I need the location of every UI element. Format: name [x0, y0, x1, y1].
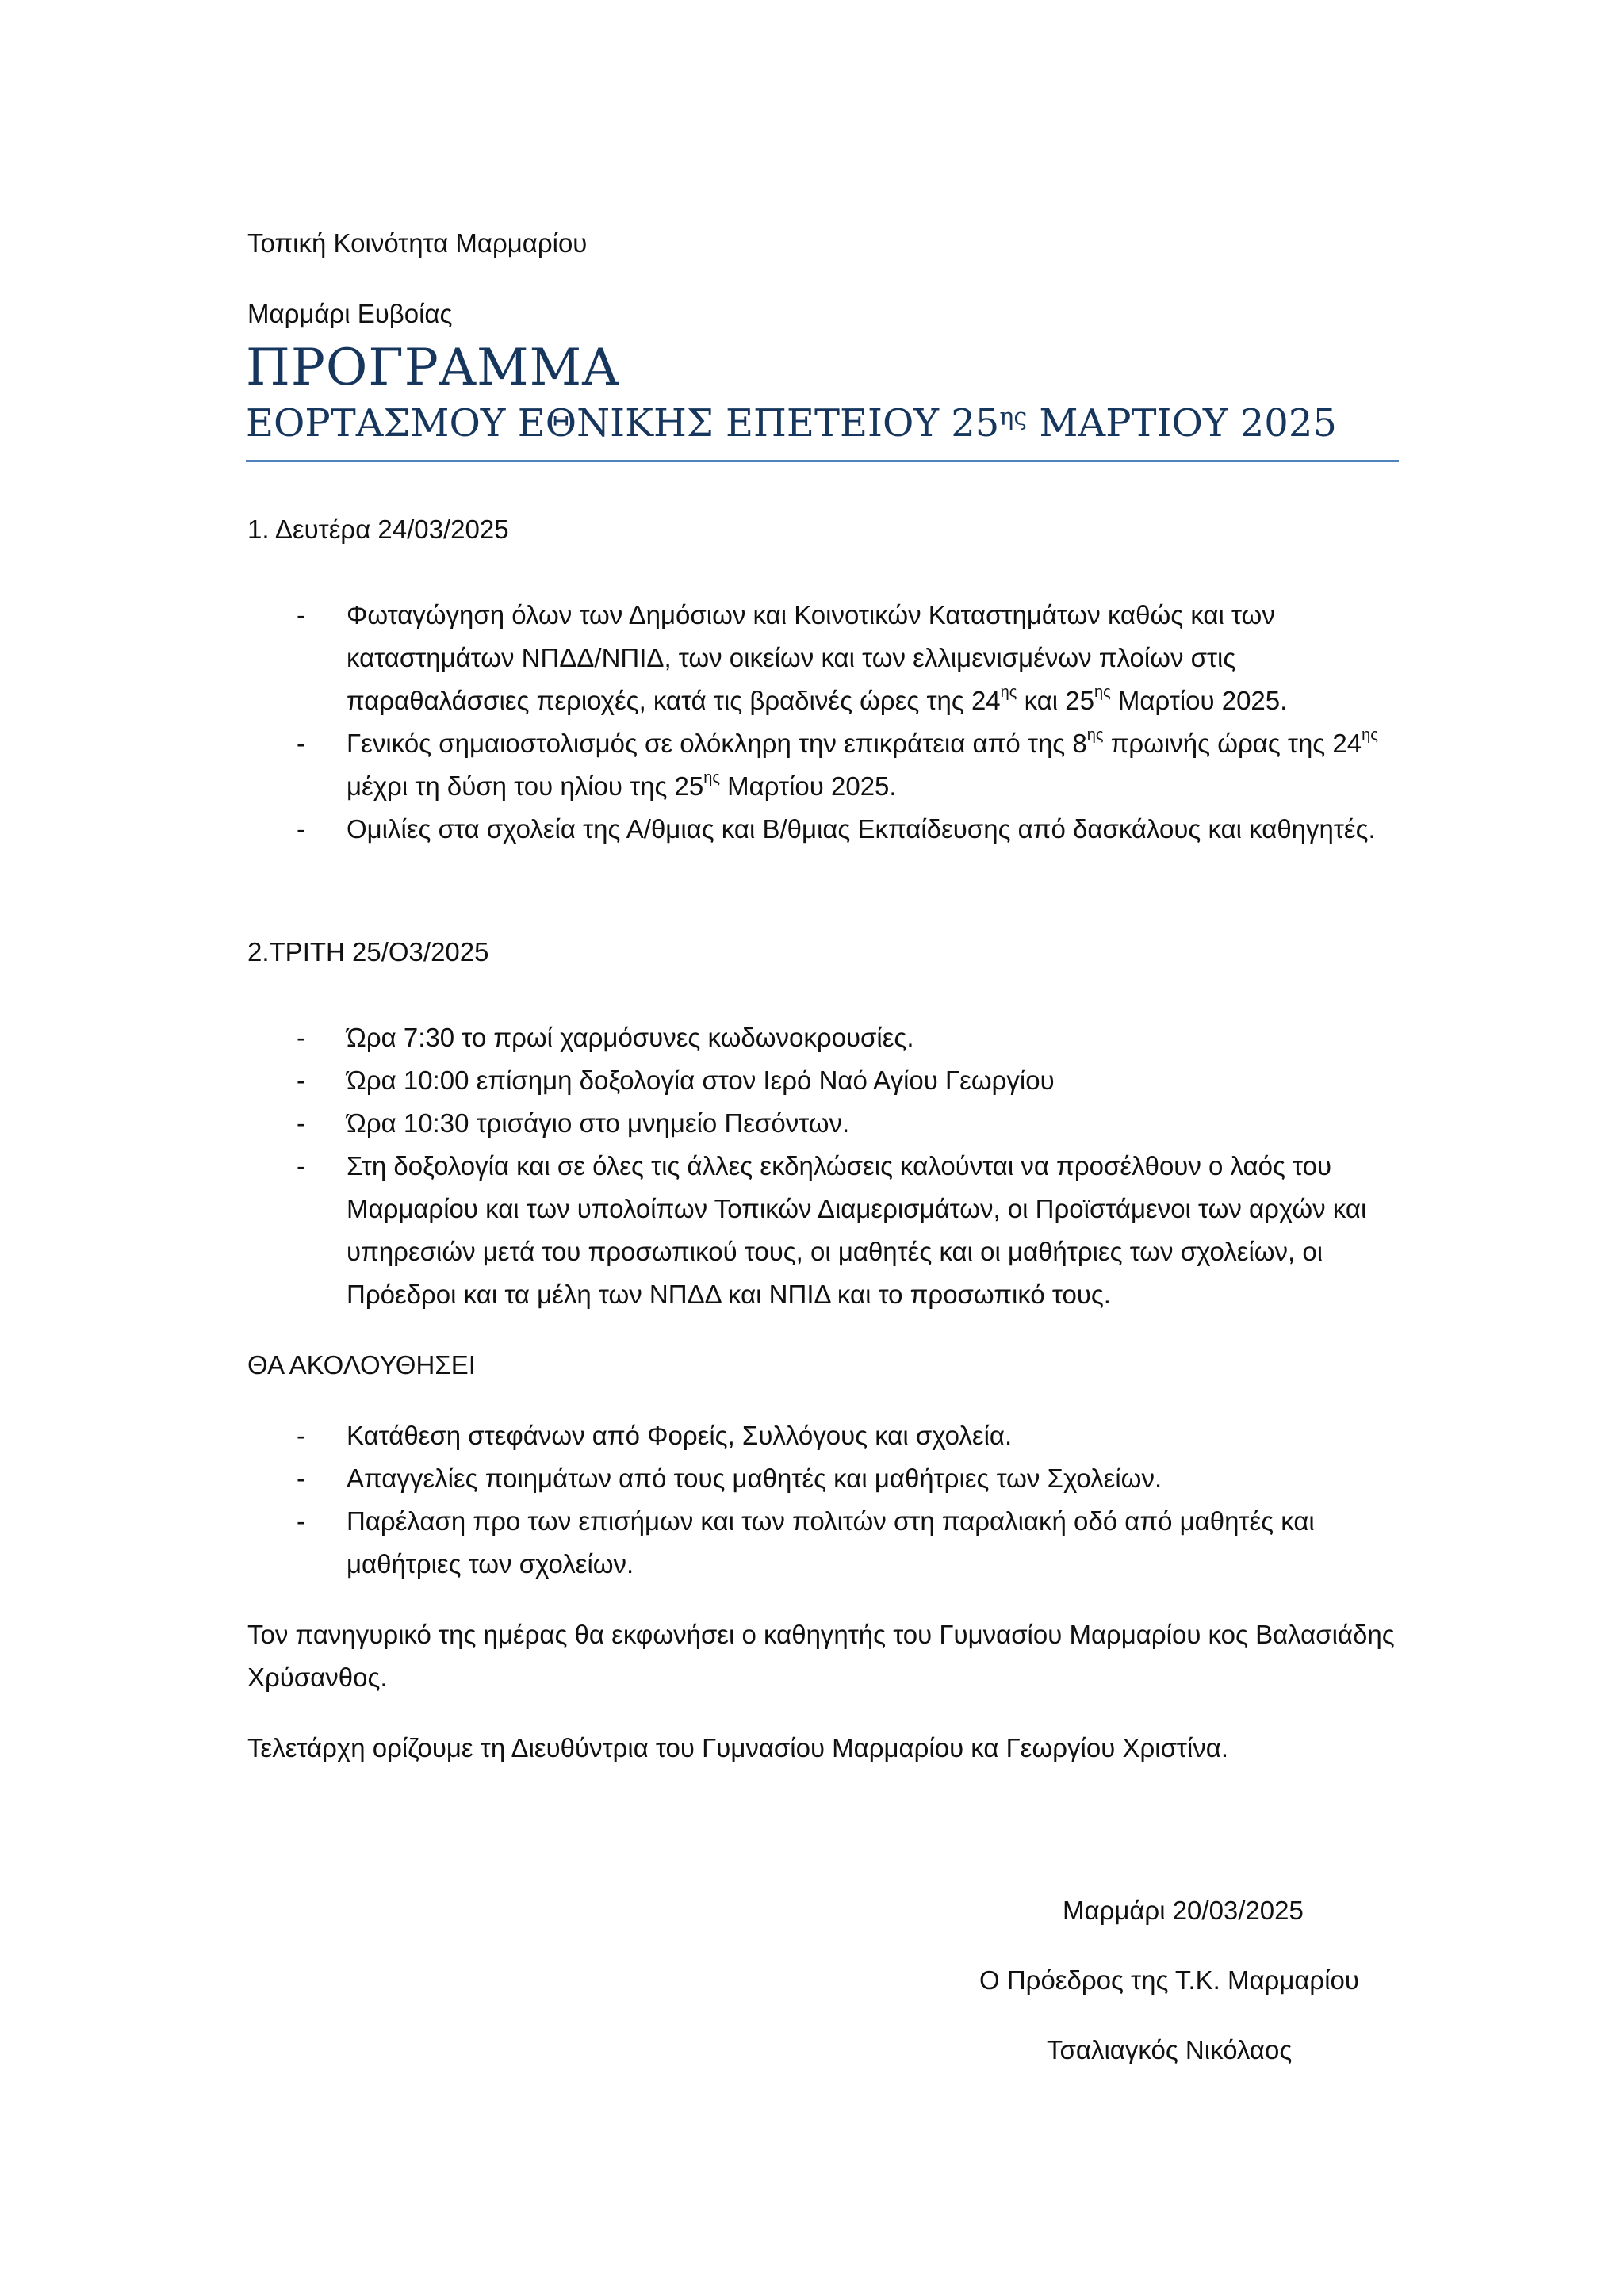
- ordinal-suffix: ης: [1000, 683, 1017, 701]
- section-list: [247, 1016, 1405, 1316]
- dash-marker: -: [297, 729, 305, 758]
- item-text: και 25: [1017, 686, 1094, 715]
- list-item: [247, 1500, 1405, 1586]
- dash-marker: -: [297, 600, 305, 629]
- dash-marker: -: [297, 1421, 305, 1450]
- dash-marker: -: [297, 1506, 305, 1536]
- item-text: Ώρα 7:30 το πρωί χαρμόσυνες κωδωνοκρουσίες.: [347, 1023, 914, 1052]
- item-text: Φωταγώγηση όλων των Δημόσιων και Κοινοτικών Καταστημάτων καθώς και των καταστημάτων ΝΠΔΔ/ΝΠΙΔ, των οικείων και των ελλιμενισμένων πλοίων στις παραθαλάσσιες περιοχές, κατά τις βραδινές ώρες της 24: [347, 600, 1275, 715]
- item-text: πρωινής ώρας της 24: [1103, 729, 1362, 758]
- ceremony-master-paragraph: Τελετάρχη ορίζουμε τη Διευθύντρια του Γυμνασίου Μαρμαρίου κα Γεωργίου Χριστίνα.: [247, 1733, 1229, 1762]
- signature-name: Τσαλιαγκός Νικόλαος: [1047, 2035, 1293, 2064]
- section-heading: 2.ΤΡΙΤΗ 25/Ο3/2025: [247, 937, 489, 966]
- list-item: [247, 1457, 1405, 1500]
- page-subtitle: [246, 398, 1399, 449]
- list-item: [247, 1414, 1405, 1457]
- ordinal-suffix: ης: [703, 769, 721, 786]
- page-title: ΠΡΟΓΡΑΜΜΑ: [246, 339, 620, 397]
- section-list: [247, 1414, 1405, 1586]
- location-line: Μαρμάρι Ευβοίας: [247, 299, 453, 328]
- section-following: [247, 1344, 1405, 1586]
- subtitle-text-end: ΜΑΡΤΙΟΥ 2025: [1027, 401, 1337, 446]
- closing-section: [247, 1613, 1405, 1770]
- signature-place-date: Μαρμάρι 20/03/2025: [1063, 1896, 1304, 1925]
- subtitle-text: ΕΟΡΤΑΣΜΟΥ ΕΘΝΙΚΗΣ ΕΠΕΤΕΙΟΥ 25: [246, 401, 1000, 446]
- item-text: Ώρα 10:00 επίσημη δοξολογία στον Ιερό Ναό Αγίου Γεωργίου: [347, 1066, 1055, 1095]
- item-text: Γενικός σημαιοστολισμός σε ολόκληρη την επικράτεια από της 8: [347, 729, 1087, 758]
- signature-role: Ο Πρόεδρος της Τ.Κ. Μαρμαρίου: [979, 1965, 1359, 1995]
- item-text: Ομιλίες στα σχολεία της Α/θμιας και Β/θμιας Εκπαίδευσης από δασκάλους και καθηγητές.: [347, 814, 1376, 844]
- subtitle-ordinal: ης: [999, 404, 1028, 431]
- ordinal-suffix: ης: [1086, 726, 1104, 744]
- dash-marker: -: [297, 1023, 305, 1052]
- list-item: [247, 1145, 1405, 1316]
- speech-paragraph: Τον πανηγυρικό της ημέρας θα εκφωνήσει ο καθηγητής του Γυμνασίου Μαρμαρίου κος Βαλασιάδης Χρύσανθος.: [247, 1620, 1395, 1692]
- item-text: Απαγγελίες ποιημάτων από τους μαθητές και μαθήτριες των Σχολείων.: [347, 1464, 1162, 1493]
- list-item: [247, 1016, 1405, 1059]
- dash-marker: -: [297, 1151, 305, 1181]
- list-item: [247, 1102, 1405, 1145]
- item-text: Ώρα 10:30 τρισάγιο στο μνημείο Πεσόντων.: [347, 1108, 850, 1138]
- ordinal-suffix: ης: [1362, 726, 1378, 744]
- list-item: [247, 1059, 1405, 1102]
- item-text: Στη δοξολογία και σε όλες τις άλλες εκδηλώσεις καλούνται να προσέλθουν ο λαός του Μαρμαρίου και των υπολοίπων Τοπικών Διαμερισμάτων, οι Προϊστάμενοι των αρχών και υπηρεσιών μετά του προσωπικού τους, οι μαθητές και οι μαθήτριες των σχολείων, οι Πρόεδροι και τα μέλη των ΝΠΔΔ και ΝΠΙΔ και το προσωπικό τους.: [347, 1151, 1367, 1309]
- dash-marker: -: [297, 1108, 305, 1138]
- dash-marker: -: [297, 814, 305, 844]
- section-heading: 1. Δευτέρα 24/03/2025: [247, 515, 509, 544]
- item-text: Μαρτίου 2025.: [720, 771, 897, 801]
- dash-marker: -: [297, 1066, 305, 1095]
- ordinal-suffix: ης: [1094, 683, 1111, 701]
- item-text: Κατάθεση στεφάνων από Φορείς, Συλλόγους και σχολεία.: [347, 1421, 1013, 1450]
- list-item: [247, 594, 1405, 722]
- list-item: [247, 722, 1405, 808]
- section-list: [247, 594, 1405, 851]
- item-text: μέχρι τη δύση του ηλίου της 25: [347, 771, 704, 801]
- section-tuesday: [247, 931, 1405, 1316]
- item-text: Παρέλαση προ των επισήμων και των πολιτών στη παραλιακή οδό από μαθητές και μαθήτριες των σχολείων.: [347, 1506, 1315, 1578]
- section-monday: [247, 508, 1405, 851]
- community-name: Τοπική Κοινότητα Μαρμαρίου: [247, 228, 588, 258]
- section-heading: ΘΑ ΑΚΟΛΟΥΘΗΣΕΙ: [247, 1350, 476, 1380]
- list-item: [247, 808, 1405, 851]
- item-text: Μαρτίου 2025.: [1110, 686, 1288, 715]
- dash-marker: -: [297, 1464, 305, 1493]
- title-block: [246, 338, 1399, 462]
